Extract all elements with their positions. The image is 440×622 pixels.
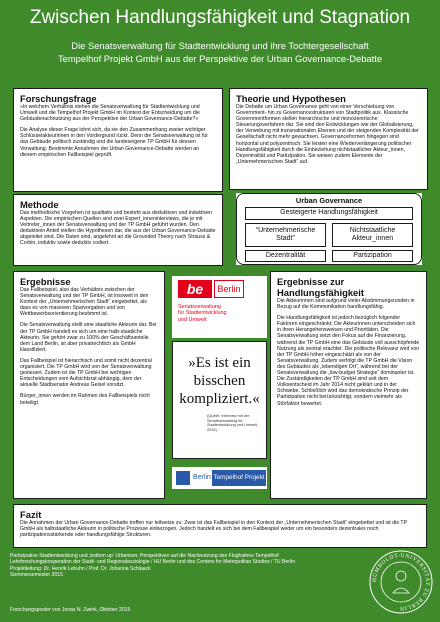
forschungsfrage-question: »In welchem Verhältnis stehen die Senatsverwaltung für Stadtentwicklung und Umwelt und die Tempelhof Projekt GmbH im Kontext der Entscheidung um die Gebäudenachnutzung aus der Perspektive der Urban Governance-Debatte?« [20,104,200,123]
ug-left-bottom-box: Dezentralität [245,250,326,262]
ug-right-top-box: Nichtstaatliche Akteur_innen [332,223,413,247]
senatsverwaltung-logo [172,276,267,338]
tp-logo-mark-icon [176,471,190,485]
ug-top-box: Gesteigerte Handlungsfähigkeit [245,207,413,220]
ergebnisse-heading: Ergebnisse [20,276,71,287]
be-logo-berlin: Berlin [214,280,244,298]
ug-right-bottom-box: Partizipation [332,250,413,262]
theorie-heading: Theorie und Hypothesen [236,93,346,104]
be-logo-mark: be [178,280,212,298]
theorie-text: Die Debatte um Urban Governance geht von einer Verschiebung von Government- hin zu Governancestrukturen von Stadtpolitik aus. Klassische Governmentformen stellen hierarchische und monozentrische Steuerungsverfahren dar. Sie sind den Entwicklungen wie der Globalisierung, der Verwebung mit transnationalen Ebenen und der steigenden Komplexität der Gesellschaft nicht mehr gewachsen. Governanceformen hingegen sind horizontal und polyzentrisch. Sie leisten eine Wiederverlängerung politischer Handlungsfähigkeit durch die Einbeziehung nichtstaatlicher Akteur_innen, Dezentralität und Partizipation. Sie weisen zudem Elemente der „Unternehmerischen Stadt“ auf. [236,104,419,165]
urban-governance-diagram [236,193,422,265]
ug-left-top-box: “Unternehmerische Stadt” [245,223,326,247]
quote-box [172,341,267,459]
senats-logo-line1: Senatsverwaltung [178,304,221,310]
methode-box [13,194,223,266]
footer-line1: Partizipative Stadtentwicklung und ‚bottom up‘ Urbanism: Perspektiven auf die Nachnutzung des Flughafens Tempelhof [10,553,279,559]
footer-line4: Sommersemester 2015 [10,572,63,579]
tp-logo-name: Tempelhof Projekt [212,470,266,486]
footer-info [10,553,360,579]
methode-text: Das methodische Vorgehen ist qualitativ und besteht aus deduktiven und induktiven Aspekten. Die empirischen Quellen sind zwei Expert_inneninterviews, die je mit Vertreter_innen der Senatsverwaltung und der TP GmbH geführt wurden. Den deduktiven Anteil stellen die Hypothesen dar, die aus der Urban Governance-Debatte abgeleitet sind. Die Daten sind, angelehnt an die Grounded Theory nach Strauss & Corbin, induktiv sowie deduktiv codiert. [20,210,216,247]
ergebnisse-handlungsfaehigkeit-box [270,271,427,499]
ergebnisse-p4: Bürger_innen werden im Rahmen des Fallbeispiels nicht beteiligt. [20,393,150,406]
ergebnisse-zur-heading-2: Handlungsfähigkeit [277,287,364,298]
ergebnisse-p1: Das Fallbeispiel, also das Verhältnis zwischen der Senatsverwaltung und der TP GmbH, ist insoweit in den Kontext der „Unternehmerischen Stadt“ eingebettet, als dass es von massiven Sparvorgaben und von Wettbewerbsorientierung bestimmt ist. [20,287,149,318]
forschungsfrage-text: Die Analyse dieser Frage lohnt sich, da sie den Zusammenhang zweier wichtiger Schlüsselakteurinnen in den Vordergrund rückt. Denn die Senatsverwaltung ist für das Gebäude politisch zuständig und die landeseigene TP GmbH für dessen Verwaltung. Bestimmte Annahmen der Urban Governance-Debatte werden an diesem empirischen Fallbeispiel geprüft. [20,127,209,158]
footer-author: Forschungsposter von Jonas N. Zwink, Oktober 2015 [10,607,131,613]
ergebnisse-box [13,271,165,499]
subtitle-line-1: Die Senatsverwaltung für Stadtentwicklung und ihre Tochtergesellschaft [71,40,369,51]
footer-line2: Lehrforschungskooperation der Stadt- und Regionalsoziologie / HU Berlin und des Centers for Metropolitan Studies / TU Berlin [10,559,296,566]
fazit-text: Die Annahmen der Urban Governance-Debatte treffen nur teilweise zu: Zwar ist das Fallbeispiel in den Kontext der „Unternehmerischen Stadt“ eingebettet und ist die TP GmbH als halbstaatliche Akteurin in politische Prozesse einbezogen. Jedoch handelt es sich bei dem Fallbeispiel weder um ein besonders dezentrales noch partizipationsstärkende oder handlungsfähige Strukturen. [20,520,407,539]
methode-heading: Methode [20,199,59,210]
poster-title: Zwischen Handlungsfähigkeit und Stagnation [29,7,411,28]
tp-logo-berlin: Berlin [193,474,211,481]
forschungsfrage-box [13,88,223,192]
urban-governance-title: Urban Governance [295,196,363,205]
ergebnisse-p2: Die Senatsverwaltung stellt eine staatliche Akteurin dar. Bei der TP GmbH handelt es sich um eine halb-staatliche Akteurin. Sie gehört zwar zu 100% der Geschäftsanteile dem Land Berlin, ist aber privatrechtlich als GmbH klassifiziert. [20,322,157,353]
quote-text: »Es ist ein bisschen kompliziert.« [179,355,260,407]
seal-text: HUMBOLDT-UNIVERSITÄT ZU BERLIN [371,552,431,612]
humboldt-seal-icon [368,549,434,615]
fazit-box [13,504,427,548]
ergebnisse-zur-heading-1: Ergebnisse zur [277,276,345,287]
tempelhof-projekt-logo [172,467,267,489]
senats-logo-line2: für Stadtentwicklung [178,310,227,317]
subtitle-line-2: Tempelhof Projekt GmbH aus der Perspektive der Urban Governance-Debatte [57,52,383,64]
senats-logo-line3: und Umwelt [178,316,207,323]
quote-source: (Quelle: Interview mit der Senatsverwaltung für Stadtentwicklung und Umwelt, 2015) [207,414,258,432]
fazit-heading: Fazit [20,509,42,520]
forschungsfrage-heading: Forschungsfrage [20,93,97,104]
ergebnisse-p3: Das Fallbeispiel ist hierarchisch und somit nicht dezentral organisiert. Die TP GmbH wird von der Senatsverwaltung gesteuert. Zudem ist die TP GmbH bei wichtigen Entscheidungen vom Aufsichtsrat abhängig, dem der aktuelle Stadtsenator Andreas Geisel vorsitzt. [20,357,152,389]
ergebnisse-zur-p2: Die Handlungsfähigkeit ist jedoch bezüglich folgender Faktoren eingeschränkt: Die Akteurinnen unterscheiden sich in ihren Herangehensweisen und Prioritäten. Die Senatsverwaltung setzt den Fokus auf die Finanzierung, während die TP GmbH eine das Gebäude voll ausschöpfende Nutzung als zentral erachtet. Die politische Relevanz wird von der TP GmbH höher eingeschätzt als von der Senatsverwaltung. Zudem verfolgt die TP GmbH die Vision des Gebäudes als „lebendigen Ort“, während bei der Senatsverwaltung die „low-budget Strategie“ dominanter ist. Die Zuständigkeiten der TP GmbH sind seit dem Volksentscheid im Jahr 2014 nicht geklärt und in der Schwebe. Schließlich wird das demokratische Prinzip der Partizipation nicht berücksichtigt, sondern vielmehr als Störfaktor bewertet. [277,315,420,407]
theorie-box [229,88,428,190]
ergebnisse-zur-p1: Die Akteurinnen sind aufgrund vieler Abstimmungsrunden in Bezug auf die Kommunikation handlungsfähig. [277,298,415,311]
poster-subtitle [0,40,440,65]
senatsverwaltung-logo-text [178,304,263,323]
footer-line3: Projektleitung: Dr. Henrik Lebuhn / Prof. Dr. Johanna Schlaack [10,565,151,572]
